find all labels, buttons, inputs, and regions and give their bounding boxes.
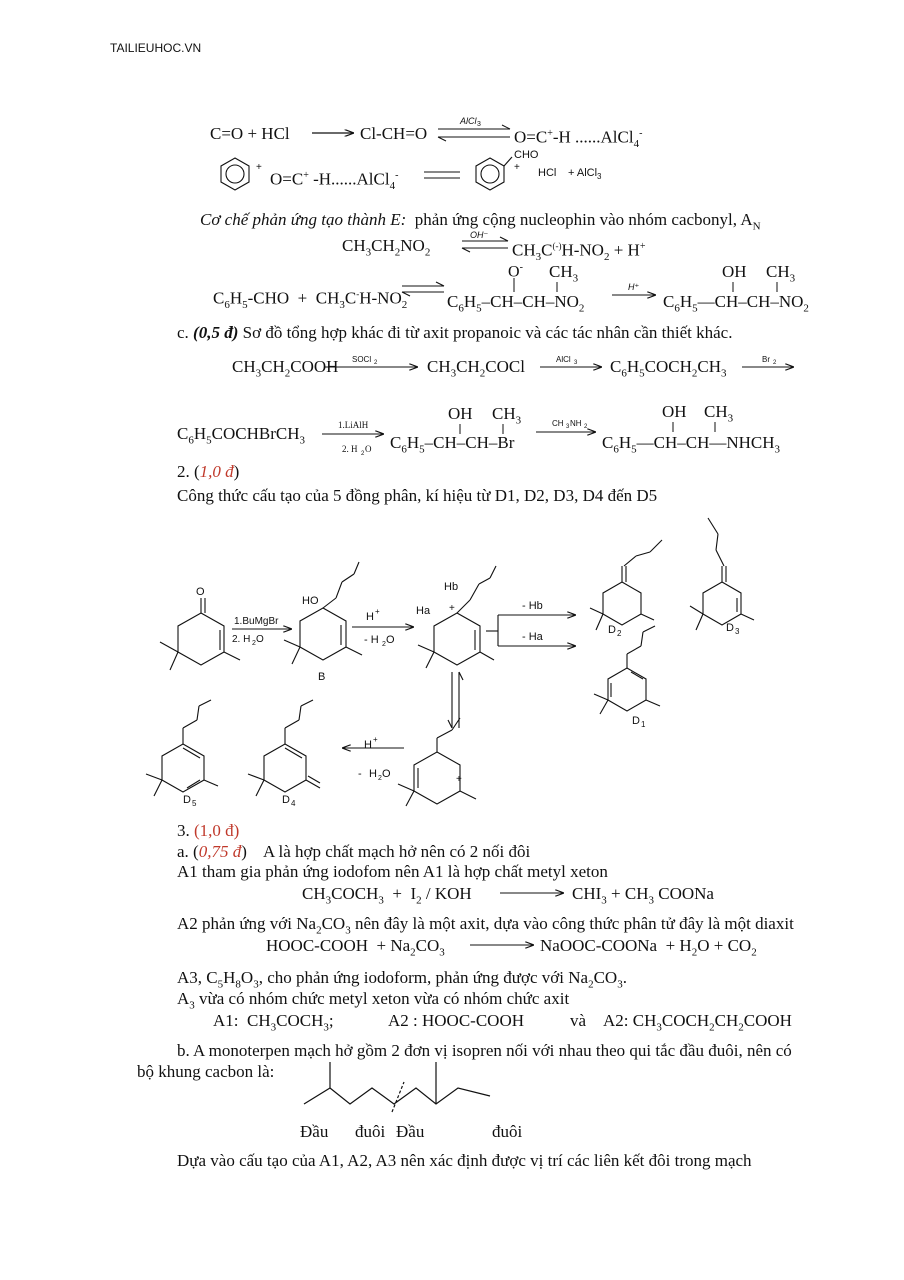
svg-text:+: +: [449, 603, 455, 614]
nitro-eq-right: $CH_3C^{(-)}H-NO_2 + H^+$: [512, 240, 646, 264]
svg-text:H: H: [364, 739, 372, 751]
a2-eq-left: HOOC-COOH + $Na_2CO_3$: [266, 936, 445, 959]
isomer-d5: [146, 700, 218, 796]
synth-r6: $C_6H_5—CH-CH—NHCH_3$: [602, 433, 781, 456]
carbocation-2: [398, 718, 476, 806]
section3-a-label: a.: [177, 842, 189, 861]
svg-text:O: O: [196, 586, 205, 598]
svg-text:HO: HO: [302, 595, 319, 607]
svg-text:Br: Br: [762, 355, 770, 364]
svg-text:+: +: [456, 774, 462, 785]
a1-eq-left: $CH_3COCH_3 + I_2$ / KOH: [302, 884, 472, 907]
mechanism-desc: phản ứng cộng nucleophin vào nhóm cacbonyl, $A_N$: [410, 210, 761, 233]
svg-text:D: D: [726, 622, 734, 634]
alkoxide-ch3-label: $CH_3$: [549, 262, 579, 285]
r6-oh-label: OH: [662, 402, 687, 421]
r5-ch3-label: $CH_3$: [492, 404, 522, 427]
svg-text:2: 2: [374, 360, 378, 366]
synth-r5: $C_6H_5-CH-CH-Br$: [390, 433, 515, 456]
monoterpene-skeleton: [304, 1062, 490, 1112]
a1-text: A1 tham gia phản ứng iodofom nên A1 là hợp chất metyl xeton: [177, 862, 608, 881]
section3-a-text: A là hợp chất mạch hở nên có 2 nối đôi: [262, 842, 531, 861]
synth-r1: $CH_3CH_2COOH$: [232, 357, 339, 380]
svg-text:2: 2: [617, 629, 622, 638]
alcohol-b: [284, 562, 362, 664]
a3-text2: $A_3$ vừa có nhóm chức metyl xeton vừa có nhóm chức axit: [177, 989, 570, 1012]
svg-text:3: 3: [574, 360, 578, 366]
b-text2: bộ khung cacbon là:: [137, 1062, 275, 1081]
section2-text: Công thức cấu tạo của 5 đồng phân, kí hiệu từ D1, D2, D3, D4 đến D5: [177, 486, 658, 505]
formylation-intermediate: Cl-CH=O: [360, 124, 428, 143]
svg-text:1.BuMgBr: 1.BuMgBr: [234, 616, 279, 627]
hcl-label: HCl: [538, 167, 557, 179]
isomer-d2: [590, 540, 662, 630]
formylation-reactants: C=O + HCl: [210, 124, 290, 143]
svg-text:O: O: [365, 444, 372, 454]
isomer-d1: [594, 626, 660, 714]
svg-text:H⁺: H⁺: [628, 282, 640, 292]
svg-text:SOCl: SOCl: [352, 355, 372, 364]
svg-text:O: O: [382, 768, 391, 780]
synth-r3: $C_6H_5COCH_2CH_3$: [610, 357, 727, 380]
svg-text:3: 3: [477, 121, 481, 128]
svg-text:O: O: [256, 634, 264, 645]
acylium-complex: O=C+ -H......AlCl$_4$-: [270, 169, 399, 193]
svg-text:NH: NH: [570, 419, 582, 428]
summary-a2: A2 : HOOC-COOH: [388, 1011, 524, 1030]
a1-eq-right: $CHI_3 + CH_3$ COONa: [572, 884, 714, 907]
svg-text:4: 4: [291, 799, 296, 808]
r5-oh-label: OH: [448, 404, 473, 423]
benzene-ring-1: [221, 158, 249, 190]
synth-r2: $CH_3CH_2COCl$: [427, 357, 525, 380]
product-oh-label: OH: [722, 262, 747, 281]
svg-text:2. H: 2. H: [232, 634, 251, 645]
svg-text:D: D: [608, 624, 616, 636]
svg-text:- Hb: - Hb: [522, 600, 543, 612]
part-c-text: Sơ đồ tổng hợp khác đi từ axit propanoic và các tác nhân cần thiết khác.: [242, 323, 733, 342]
svg-text:+: +: [373, 735, 378, 744]
svg-text:2: 2: [584, 424, 588, 430]
svg-text:2: 2: [361, 451, 365, 457]
a2-text: A2 phản ứng với $Na_2CO_3$ nên đây là một axit, dựa vào công thức phân tử đây là một diaxit: [177, 914, 794, 937]
part-c-points: (0,5 đ): [193, 323, 239, 342]
svg-text:5: 5: [192, 799, 197, 808]
svg-text:OH⁻: OH⁻: [470, 230, 489, 240]
svg-text:D: D: [183, 794, 191, 806]
a2-eq-right: NaOOC-COONa + $H_2O + CO_2$: [540, 936, 757, 959]
svg-text:2: 2: [378, 775, 382, 782]
r6-ch3-label: $CH_3$: [704, 402, 734, 425]
nitro-eq-left: $CH_3CH_2NO_2$: [342, 236, 431, 259]
svg-text:+: +: [375, 607, 380, 616]
svg-text:AlCl: AlCl: [460, 116, 477, 126]
svg-text:AlCl: AlCl: [556, 355, 571, 364]
henry-reactants: $C_6H_5$-CHO + $CH_3C^-H-NO_2$: [213, 288, 408, 312]
svg-text:B: B: [318, 671, 326, 683]
label-dau-2: Đầu: [396, 1122, 425, 1141]
formylation-complex: O=C+-H ......AlCl$_4$-: [514, 127, 643, 151]
b-text1: b. A monoterpen mạch hở gồm 2 đơn vị isopren nối với nhau theo qui tắc đầu đuôi, nên có: [177, 1041, 792, 1060]
isomer-d4: [248, 700, 320, 796]
svg-text:H: H: [369, 768, 377, 780]
svg-text:D: D: [632, 715, 640, 727]
summary-va: và: [570, 1011, 587, 1030]
section2-number: 2.: [177, 462, 190, 481]
section3-points: (1,0 đ): [194, 821, 240, 840]
summary-a3: A2: $CH_3COCH_2CH_2COOH$: [603, 1011, 792, 1034]
svg-text:2: 2: [252, 640, 256, 647]
site-header: TAILIEUHOC.VN: [110, 41, 202, 55]
svg-text:3: 3: [566, 424, 570, 430]
svg-text:- Ha: - Ha: [522, 631, 543, 643]
svg-text:+: +: [514, 162, 520, 173]
last-line: Dựa vào cấu tạo của A1, A2, A3 nên xác định được vị trí các liên kết đôi trong mạch: [177, 1151, 752, 1170]
svg-text:O: O: [386, 634, 395, 646]
svg-text:H: H: [366, 611, 374, 623]
svg-text:2. H: 2. H: [342, 444, 358, 454]
product-ch3-label: $CH_3$: [766, 262, 796, 285]
svg-text:1: 1: [641, 720, 646, 729]
section3-a-line: a. (0,75 đ) A là hợp chất mạch hở nên có 2 nối đôi: [177, 842, 531, 861]
equilibrium-henry: [402, 282, 444, 296]
svg-text:D: D: [282, 794, 290, 806]
benzene-ring-2: [476, 157, 512, 190]
alkoxide-o-label: O-: [508, 262, 523, 281]
section3-number: 3.: [177, 821, 190, 840]
section3-a-points: 0,75 đ: [198, 842, 242, 861]
mechanism-title: Cơ chế phản ứng tạo thành E:: [200, 210, 407, 229]
equilibrium-vertical: [448, 672, 463, 728]
label-dau-1: Đầu: [300, 1122, 329, 1141]
equilibrium-2: [424, 172, 460, 178]
henry-alkoxide: $C_6H_5-CH-CH-NO_2$: [447, 292, 585, 315]
svg-text:CH: CH: [552, 419, 564, 428]
equilibrium-formylation: [438, 125, 510, 141]
summary-a1: A1: $CH_3COCH_3$;: [213, 1011, 334, 1034]
svg-text:-: -: [358, 768, 362, 780]
svg-text:Hb: Hb: [444, 581, 459, 593]
isomer-d3: [690, 518, 754, 630]
section2-heading: 2. (1,0 đ): [177, 462, 240, 481]
svg-text:+: +: [256, 162, 262, 173]
a3-text1: A3, $C_5H_8O_3$, cho phản ứng iodoform, phản ứng được với $Na_2CO_3$.: [177, 968, 627, 991]
henry-product: $C_6H_5—CH-CH-NO_2$: [663, 292, 809, 315]
svg-text:Ha: Ha: [416, 605, 431, 617]
svg-text:2: 2: [773, 360, 777, 366]
label-duoi-1: đuôi: [355, 1122, 386, 1141]
svg-text:1.LiAlH: 1.LiAlH: [338, 420, 369, 430]
svg-text:2: 2: [382, 641, 386, 648]
label-duoi-2: đuôi: [492, 1122, 523, 1141]
alcl3-label: + AlCl$_3$: [568, 167, 602, 182]
svg-text:- H: - H: [364, 634, 379, 646]
section2-points: 1,0 đ: [199, 462, 234, 481]
synth-r4: $C_6H_5COCHBrCH_3$: [177, 424, 305, 447]
cho-label: CHO: [514, 149, 539, 161]
svg-text:3: 3: [735, 627, 740, 636]
isophorone-ring: [160, 598, 240, 670]
part-c-label: c.: [177, 323, 189, 342]
